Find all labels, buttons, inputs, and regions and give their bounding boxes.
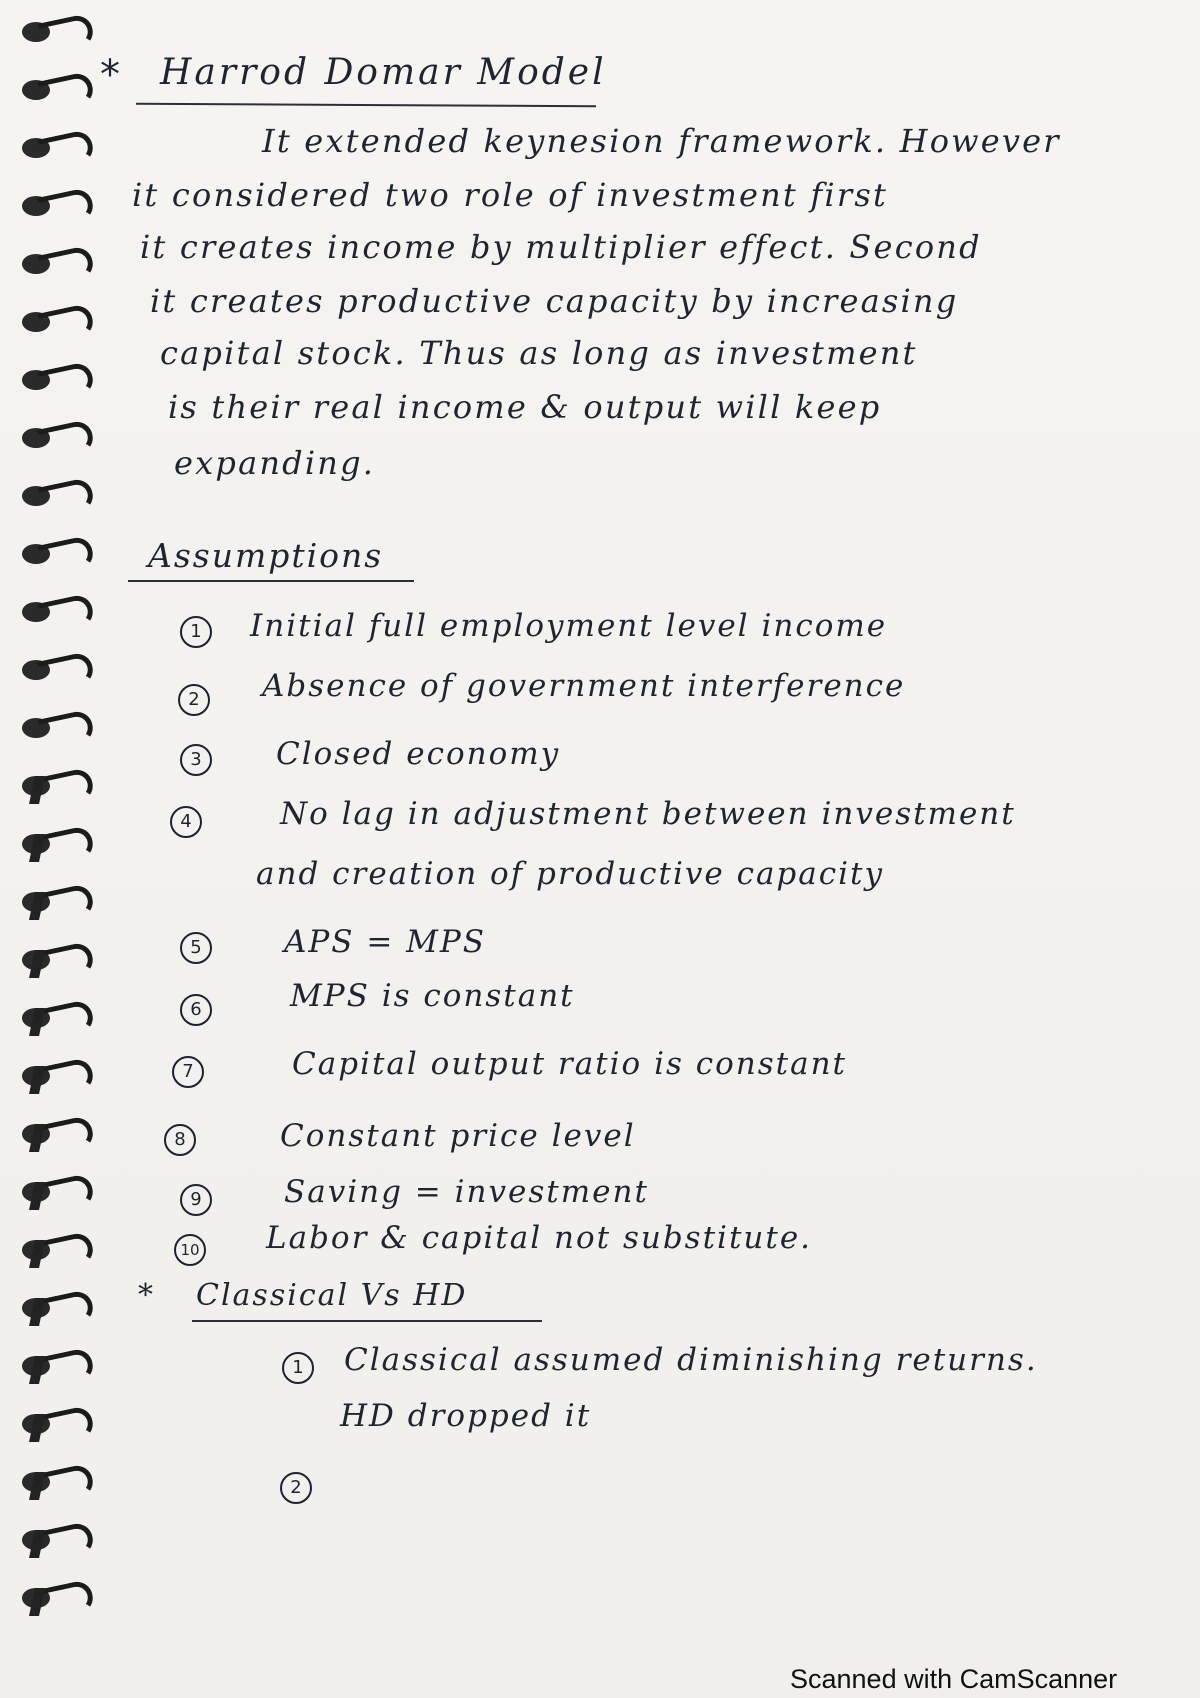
list-number: 9 bbox=[180, 1184, 212, 1216]
list-number: 1 bbox=[180, 616, 212, 648]
intro-line: it creates productive capacity by increasing bbox=[150, 282, 959, 320]
comparison-star-marker: * bbox=[138, 1278, 155, 1313]
page-title: Harrod Domar Model bbox=[160, 52, 607, 93]
list-number: 8 bbox=[164, 1124, 196, 1156]
list-item: MPS is constant bbox=[290, 978, 575, 1014]
assumptions-underline bbox=[128, 580, 414, 582]
list-item: Capital output ratio is constant bbox=[292, 1046, 848, 1082]
list-number: 5 bbox=[180, 932, 212, 964]
comparison-heading: Classical Vs HD bbox=[196, 1278, 468, 1313]
title-star-marker: * bbox=[100, 52, 120, 98]
list-item: Saving = investment bbox=[284, 1174, 649, 1210]
list-item: Absence of government interference bbox=[262, 668, 906, 704]
intro-line: It extended keynesion framework. However bbox=[262, 122, 1061, 160]
assumptions-heading: Assumptions bbox=[148, 536, 384, 575]
list-number: 7 bbox=[172, 1056, 204, 1088]
intro-line: it considered two role of investment first bbox=[132, 176, 889, 214]
list-number: 4 bbox=[170, 806, 202, 838]
list-number: 2 bbox=[178, 684, 210, 716]
intro-line: capital stock. Thus as long as investment bbox=[160, 334, 918, 372]
intro-line: is their real income & output will keep bbox=[168, 388, 882, 426]
title-underline bbox=[136, 103, 596, 107]
list-number: 3 bbox=[180, 744, 212, 776]
intro-line: expanding. bbox=[174, 444, 376, 482]
list-number: 10 bbox=[174, 1234, 206, 1266]
list-item: Initial full employment level income bbox=[250, 608, 888, 644]
list-item-continuation: and creation of productive capacity bbox=[256, 856, 884, 892]
scanner-watermark: Scanned with CamScanner bbox=[790, 1664, 1118, 1694]
list-item: Constant price level bbox=[280, 1118, 636, 1154]
list-item: Labor & capital not substitute. bbox=[266, 1220, 813, 1256]
list-item-continuation: HD dropped it bbox=[340, 1398, 592, 1434]
comparison-underline bbox=[192, 1320, 542, 1322]
list-item: Classical assumed diminishing returns. bbox=[344, 1342, 1038, 1378]
list-number: 1 bbox=[282, 1352, 314, 1384]
intro-line: it creates income by multiplier effect. Second bbox=[140, 228, 982, 266]
list-item: No lag in adjustment between investment bbox=[280, 796, 1016, 832]
list-number: 6 bbox=[180, 994, 212, 1026]
list-item: APS = MPS bbox=[284, 924, 487, 960]
list-number: 2 bbox=[280, 1472, 312, 1504]
list-item: Closed economy bbox=[276, 736, 561, 772]
